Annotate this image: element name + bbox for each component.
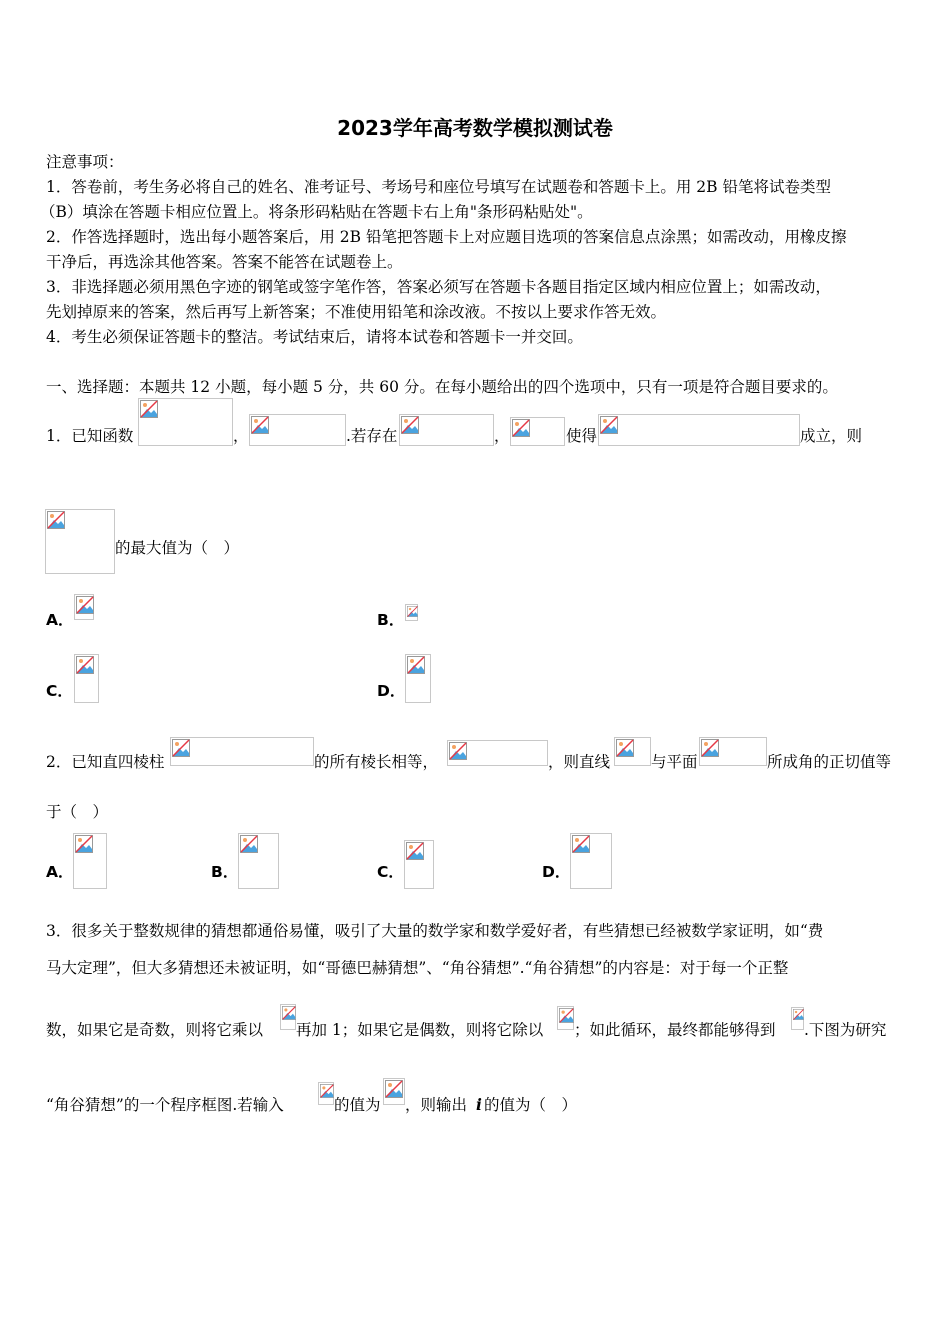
page-title: 2023学年高考数学模拟测试卷	[337, 116, 613, 140]
q3-line-1: 3．很多关于整数规律的猜想都通俗易懂，吸引了大量的数学家和数学爱好者，有些猜想已经被数学家证明，如“费	[46, 922, 824, 940]
broken-image-icon	[318, 1082, 334, 1105]
q1-text-7: 的最大值为（ ）	[115, 539, 240, 557]
q3-text-4d: 的值为（ ）	[484, 1096, 578, 1114]
notice-line-4: 干净后，再选涂其他答案。答案不能答在试题卷上。	[46, 253, 403, 271]
q2-text-4: 与平面	[651, 753, 698, 771]
broken-image-icon	[510, 417, 565, 446]
q3-text-4a: “角谷猜想”的一个程序框图.若输入	[46, 1096, 284, 1114]
q1-text-6: 成立，则	[800, 427, 863, 445]
notice-line-7: 4．考生必须保证答题卡的整洁。考试结束后，请将本试卷和答题卡一并交回。	[46, 328, 583, 346]
q3-text-4b: 的值为	[334, 1096, 381, 1114]
broken-image-icon	[74, 594, 94, 620]
q2-text-3: ，则直线	[548, 753, 611, 771]
broken-image-icon	[699, 737, 767, 766]
section-heading: 一、选择题：本题共 12 小题，每小题 5 分，共 60 分。在每小题给出的四个选项中，只有一项是符合题目要求的。	[46, 378, 838, 396]
broken-image-icon	[570, 833, 612, 889]
q2-option-d: D．	[542, 863, 571, 881]
q2-text-1: 2．已知直四棱柱	[46, 753, 165, 771]
q3-text-3b: 再加 1；如果它是偶数，则将它除以	[296, 1021, 544, 1039]
q2-text-2: 的所有棱长相等，	[314, 753, 439, 771]
notice-line-1: 1．答卷前，考生务必将自己的姓名、准考证号、考场号和座位号填写在试题卷和答题卡上。用 2B 铅笔将试卷类型	[46, 178, 831, 196]
broken-image-icon	[45, 509, 115, 574]
q3-text-3a: 数，如果它是奇数，则将它乘以	[46, 1021, 264, 1039]
notice-line-3: 2．作答选择题时，选出每小题答案后，用 2B 铅笔把答题卡上对应题目选项的答案信息点涂黑；如需改动，用橡皮擦	[46, 228, 847, 246]
q2-option-a: A．	[46, 863, 74, 881]
q1-text-2: ，	[233, 427, 249, 445]
broken-image-icon	[405, 654, 431, 703]
broken-image-icon	[791, 1007, 804, 1030]
q1-option-a: A．	[46, 611, 74, 629]
q1-option-b: B．	[377, 611, 405, 629]
broken-image-icon	[280, 1004, 296, 1030]
q1-text-4: ，	[494, 427, 510, 445]
notice-heading: 注意事项：	[46, 153, 124, 171]
broken-image-icon	[598, 414, 800, 446]
q3-line-2: 马大定理”，但大多猜想还未被证明，如“哥德巴赫猜想”、“角谷猜想”.“角谷猜想”的内容是：对于每一个正整	[46, 959, 789, 977]
notice-line-6: 先划掉原来的答案，然后再写上新答案；不准使用铅笔和涂改液。不按以上要求作答无效。	[46, 303, 667, 321]
broken-image-icon	[404, 840, 434, 889]
broken-image-icon	[249, 414, 346, 446]
q2-option-c: C．	[377, 863, 404, 881]
q1-text-1: 1．已知函数	[46, 427, 134, 445]
q3-text-3c: ；如此循环，最终都能够得到	[574, 1021, 776, 1039]
broken-image-icon	[383, 1078, 405, 1105]
q1-option-c: C．	[46, 682, 73, 700]
broken-image-icon	[238, 833, 279, 889]
broken-image-icon	[405, 604, 418, 621]
notice-line-5: 3．非选择题必须用黑色字迹的钢笔或签字笔作答，答案必须写在答题卡各题目指定区域内相应位置上；如需改动，	[46, 278, 831, 296]
broken-image-icon	[170, 737, 314, 766]
broken-image-icon	[74, 654, 99, 703]
q2-option-b: B．	[211, 863, 239, 881]
broken-image-icon	[614, 737, 651, 766]
q2-text-6: 于（ ）	[46, 803, 109, 821]
q3-text-3d: .下图为研究	[804, 1021, 887, 1039]
notice-line-2: （B）填涂在答题卡相应位置上。将条形码粘贴在答题卡右上角"条形码粘贴处"。	[40, 203, 593, 221]
q1-text-3: .若存在	[346, 427, 398, 445]
q1-option-d: D．	[377, 682, 406, 700]
broken-image-icon	[447, 740, 548, 766]
broken-image-icon	[138, 398, 233, 446]
q3-var-i: i	[476, 1095, 482, 1114]
broken-image-icon	[557, 1006, 574, 1030]
broken-image-icon	[73, 833, 107, 889]
q1-text-5: 使得	[566, 427, 598, 445]
broken-image-icon	[399, 414, 494, 446]
q2-text-5: 所成角的正切值等	[767, 753, 892, 771]
q3-text-4c: ，则输出	[405, 1096, 468, 1114]
